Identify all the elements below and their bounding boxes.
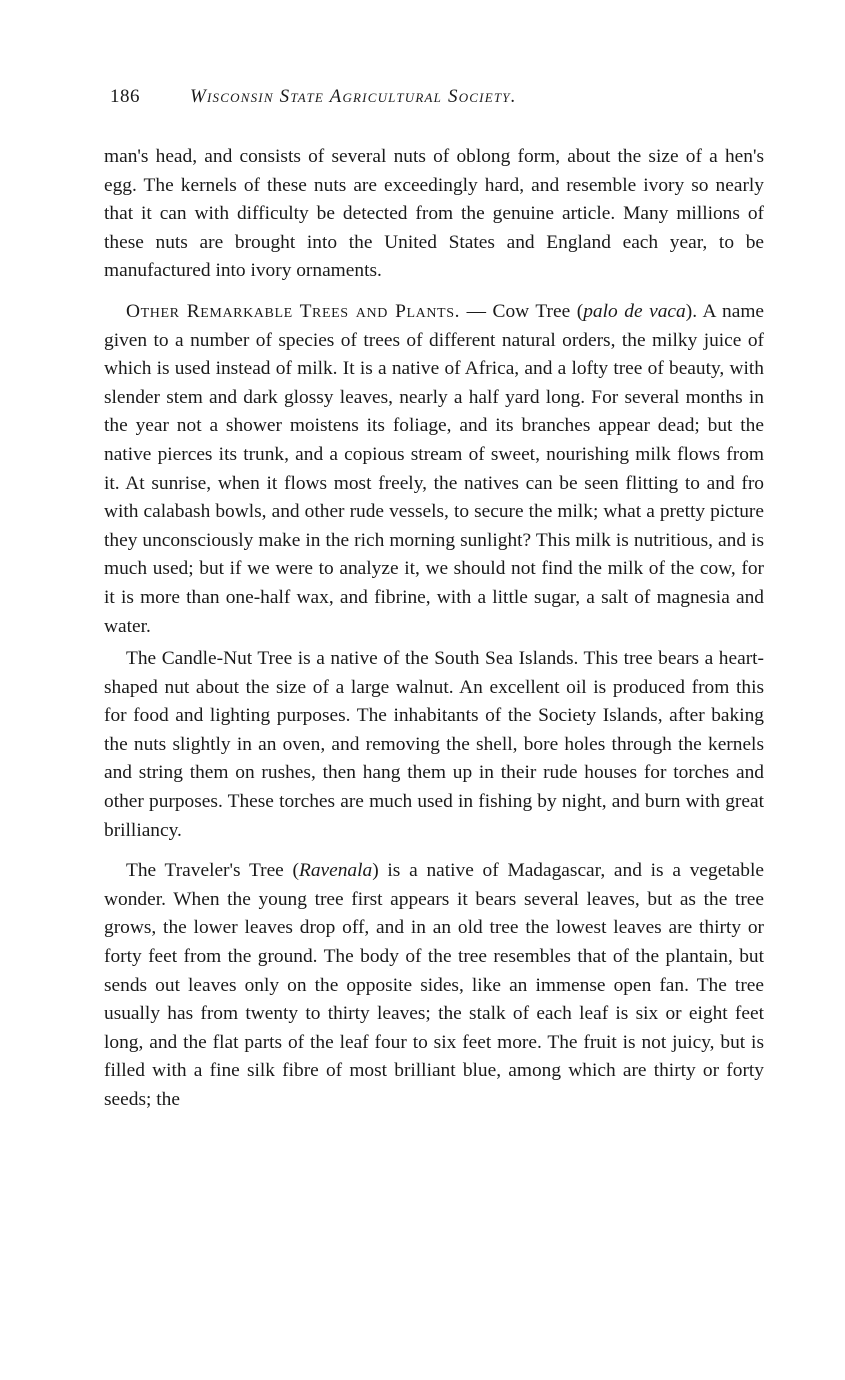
running-title: Wisconsin State Agricultural Society. bbox=[190, 86, 517, 107]
paragraph-text: The Traveler's Tree ( bbox=[126, 860, 299, 882]
paragraph-continued: man's head, and consists of several nuts of oblong form, about the size of a hen's egg. The kernels of these nuts are exceedingly hard, and resemble ivory so nearly that it can with difficulty be detected from the genuine article. Many millions of these nuts are brought into the United States and England each year, to be manufactured into ivory ornaments. bbox=[104, 146, 764, 282]
paragraph-travelers-tree bbox=[104, 857, 764, 1114]
paragraph-text: — Cow Tree ( bbox=[460, 300, 584, 322]
paragraph-text: ) is a native of Madagascar, and is a vegetable wonder. When the young tree first appears it bears several leaves, but as the tree grows, the lower leaves drop off, and in an old tree the lowest leaves are thirty or forty feet from the ground. The body of the tree resembles that of the plantain, but sends out leaves only on the opposite sides, like an immense open fan. The tree usually has from twenty to thirty leaves; the stalk of each leaf is six or eight feet long, and the flat parts of the leaf four to six feet more. The fruit is not juicy, but is filled with a fine silk fibre of most brilliant blue, among which are thirty or forty seeds; the bbox=[104, 860, 764, 1110]
latin-name: palo de vaca bbox=[583, 300, 686, 322]
running-head bbox=[110, 86, 710, 116]
latin-name: Ravenala bbox=[298, 860, 373, 882]
paragraph-text: ). A name given to a number of species of trees of different natural orders, the milky juice of which is used instead of milk. It is a native of Africa, and a lofty tree of beauty, with slender stem and dark glossy leaves, nearly a half yard long. For several months in the year not a shower moistens its foliage, and its branches appear dead; but the native pierces its trunk, and a copious stream of sweet, nourishing milk flows from it. At sunrise, when it flows most freely, the natives can be seen flitting to and fro with calabash bowls, and other rude vessels, to secure the milk; what a pretty picture they unconsciously make in the rich morning sunlight? This milk is nutritious, and is much used; but if we were to analyze it, we should not find the milk of the cow, for it is more than one-half wax, and fibrine, with a little sugar, a salt of magnesia and water. bbox=[104, 300, 765, 637]
paragraph-candle-nut-tree: The Candle-Nut Tree is a native of the South Sea Islands. This tree bears a heart-shaped nut about the size of a large walnut. An excellent oil is produced from this for food and lighting purposes. The inhabitants of the Society Islands, after baking the nuts slightly in an oven, and removing the shell, bore holes through the kernels and string them on rushes, then hang them up in their rude houses for torches and other purposes. These torches are much used in fishing by night, and burn with great brilliancy. bbox=[104, 648, 764, 841]
paragraph-cow-tree bbox=[104, 298, 764, 641]
page-number: 186 bbox=[110, 86, 140, 107]
section-heading: Other Remarkable Trees and Plants. bbox=[126, 300, 461, 322]
body-text bbox=[104, 143, 764, 1115]
